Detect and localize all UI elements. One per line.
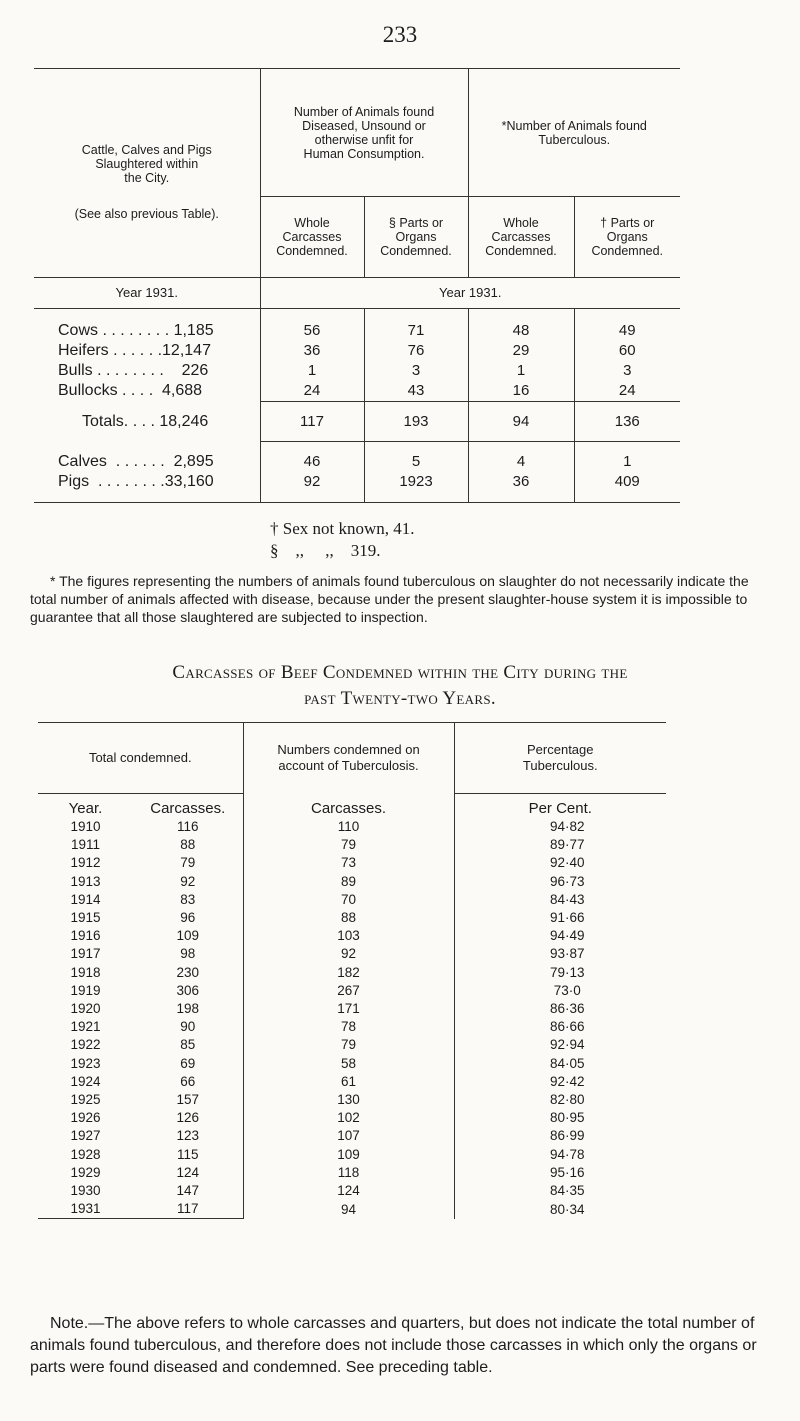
carcasses-cell: 157: [133, 1091, 243, 1109]
table-row: [38, 945, 666, 963]
year-cell: 1919: [70, 982, 101, 998]
tuberculosis-cell: 79: [243, 1036, 454, 1054]
table-row: [38, 1127, 666, 1145]
footnote-dagger: † Sex not known, 41.: [270, 519, 415, 538]
year-cell: 1924: [70, 1073, 101, 1089]
header-tuberculous-group: *Number of Animals found Tuberculous.: [468, 69, 680, 197]
tuberculosis-cell: 110: [243, 818, 454, 836]
table-row: [38, 836, 666, 854]
percentage-cell: 86·36: [549, 1001, 585, 1017]
tuberculosis-cell: 102: [243, 1109, 454, 1127]
carcasses-cell: 98: [133, 945, 243, 963]
carcasses-cell: 117: [133, 1200, 243, 1219]
tuberculosis-cell: 130: [243, 1091, 454, 1109]
carcasses-cell: 85: [133, 1036, 243, 1054]
header-year: Year.: [68, 800, 103, 817]
carcasses-cell: 306: [133, 982, 243, 1000]
carcasses-cell: 79: [133, 854, 243, 872]
percentage-cell: 94·78: [549, 1146, 585, 1162]
year-cell: 1916: [70, 928, 101, 944]
year-cell: 1911: [70, 837, 101, 853]
percentage-cell: 92·94: [549, 1037, 585, 1053]
table-row: [38, 1018, 666, 1036]
percentage-cell: 91·66: [549, 910, 585, 926]
carcasses-cell: 115: [133, 1146, 243, 1164]
tuberculosis-cell: 70: [243, 891, 454, 909]
percentage-cell: 94·82: [549, 819, 585, 834]
carcasses-cell: 124: [133, 1164, 243, 1182]
table-row: [38, 1055, 666, 1073]
table-row: [38, 873, 666, 891]
table-row: Calves . . . . . . 2,895 46 5 4 1: [34, 452, 680, 472]
percentage-cell: 73·0: [553, 982, 581, 998]
tuberculosis-cell: 182: [243, 964, 454, 982]
table-row: Heifers . . . . . .12,147 36 76 29 60: [34, 341, 680, 361]
percentage-cell: 92·42: [549, 1073, 585, 1089]
header-whole-carcasses-diseased: Whole Carcasses Condemned.: [260, 197, 364, 278]
slaughter-table: [34, 68, 680, 503]
carcasses-cell: 83: [133, 891, 243, 909]
year-cell: 1930: [70, 1183, 101, 1199]
section-title: Carcasses of Beef Condemned within the City during the past Twenty-two Years.: [172, 662, 628, 709]
header-total-condemned: Total condemned.: [38, 723, 243, 794]
page-number: 233: [382, 22, 418, 47]
tuberculosis-cell: 58: [243, 1055, 454, 1073]
footnote-star: * The figures representing the numbers of animals found tuberculous on slaughter do not necessarily indicate the total number of animals affected with disease, because under the present slaughter-house system it is impossible to guarantee that all those slaughtered are subjected to inspection.: [30, 573, 749, 625]
footnote-dagger-section: [270, 518, 415, 562]
tuberculosis-cell: 92: [243, 945, 454, 963]
table-row: Cows . . . . . . . . 1,185 56 71 48 49: [34, 321, 680, 341]
header-numbers-tuberculosis: Numbers condemned on account of Tuberculosis.: [243, 723, 454, 794]
year-cell: 1929: [70, 1164, 101, 1180]
carcasses-cell: 126: [133, 1109, 243, 1127]
year-cell: 1926: [70, 1110, 101, 1126]
header-carcasses-tb: Carcasses.: [243, 794, 454, 819]
year-label-span: Year 1931.: [260, 278, 680, 309]
percentage-cell: 95·16: [549, 1164, 585, 1180]
totals-row: Totals. . . . 18,246 117 193 94 136: [34, 402, 680, 442]
carcasses-cell: 92: [133, 873, 243, 891]
year-cell: 1913: [70, 873, 101, 889]
tuberculosis-cell: 78: [243, 1018, 454, 1036]
table-row: [38, 818, 666, 836]
table-row: [38, 982, 666, 1000]
carcasses-cell: 109: [133, 927, 243, 945]
table-row: [38, 909, 666, 927]
tuberculosis-cell: 103: [243, 927, 454, 945]
table-row: [38, 927, 666, 945]
percentage-cell: 84·35: [549, 1183, 585, 1199]
table-row: Bullocks . . . . 4,688 24 43 16 24: [34, 381, 680, 402]
tuberculosis-cell: 109: [243, 1146, 454, 1164]
tuberculosis-cell: 61: [243, 1073, 454, 1091]
carcasses-cell: 90: [133, 1018, 243, 1036]
year-cell: 1915: [70, 910, 101, 926]
table-row: [38, 1164, 666, 1182]
table-row: [38, 1091, 666, 1109]
carcasses-cell: 198: [133, 1000, 243, 1018]
percentage-cell: 94·49: [549, 928, 585, 944]
year-cell: 1917: [70, 946, 101, 962]
percentage-cell: 92·40: [549, 855, 585, 871]
year-cell: 1922: [70, 1037, 101, 1053]
header-diseased-group: Number of Animals found Diseased, Unsound or otherwise unfit for Human Consumption.: [260, 69, 468, 197]
table-row: [38, 964, 666, 982]
year-cell: 1931: [38, 1200, 133, 1219]
tuberculosis-cell: 267: [243, 982, 454, 1000]
header-parts-organs-diseased: § Parts or Organs Condemned.: [364, 197, 468, 278]
carcasses-cell: 116: [133, 818, 243, 836]
year-label-left: Year 1931.: [34, 278, 260, 309]
percentage-cell: 84·43: [549, 891, 585, 907]
condemned-carcasses-table: [38, 722, 666, 1219]
carcasses-cell: 147: [133, 1182, 243, 1200]
percentage-cell: 89·77: [549, 837, 585, 853]
year-cell: 1927: [70, 1128, 101, 1144]
percentage-cell: 86·99: [549, 1128, 585, 1144]
year-cell: 1918: [70, 964, 101, 980]
table-row: [38, 1109, 666, 1127]
year-cell: 1912: [70, 855, 101, 871]
percentage-cell: 84·05: [549, 1055, 585, 1071]
percentage-cell: 80·34: [549, 1201, 585, 1217]
year-cell: 1914: [70, 891, 101, 907]
table-row: [38, 1073, 666, 1091]
carcasses-cell: 230: [133, 964, 243, 982]
table-row: [38, 854, 666, 872]
table-row: Bulls . . . . . . . . 226 1 3 1 3: [34, 361, 680, 381]
table-row: [38, 1036, 666, 1054]
tuberculosis-cell: 107: [243, 1127, 454, 1145]
percentage-cell: 93·87: [549, 946, 585, 962]
table-row: [38, 891, 666, 909]
tuberculosis-cell: 171: [243, 1000, 454, 1018]
carcasses-cell: 69: [133, 1055, 243, 1073]
carcasses-cell: 96: [133, 909, 243, 927]
header-carcasses: Carcasses.: [133, 794, 243, 819]
tuberculosis-cell: 79: [243, 836, 454, 854]
header-per-cent: Per Cent.: [528, 800, 592, 817]
carcasses-cell: 66: [133, 1073, 243, 1091]
tuberculosis-cell: 124: [243, 1182, 454, 1200]
see-also-note: (See also previous Table).: [74, 207, 219, 221]
year-cell: 1920: [70, 1001, 101, 1017]
table-row: [38, 1200, 666, 1219]
year-cell: 1928: [70, 1146, 101, 1162]
table-row: [38, 1000, 666, 1018]
carcasses-cell: 123: [133, 1127, 243, 1145]
table-row: [38, 1146, 666, 1164]
tuberculosis-cell: 73: [243, 854, 454, 872]
tuberculosis-cell: 88: [243, 909, 454, 927]
header-whole-carcasses-tuberculous: Whole Carcasses Condemned.: [468, 197, 574, 278]
footnote-section: § ,, ,, 319.: [270, 541, 381, 560]
percentage-cell: 96·73: [549, 873, 585, 889]
year-cell: 1923: [70, 1055, 101, 1071]
tuberculosis-cell: 89: [243, 873, 454, 891]
year-cell: 1921: [70, 1019, 101, 1035]
table-row: [38, 1182, 666, 1200]
table-row: Pigs . . . . . . . .33,160 92 1923 36 409: [34, 472, 680, 503]
percentage-cell: 86·66: [549, 1019, 585, 1035]
percentage-cell: 82·80: [549, 1092, 585, 1108]
header-percentage-tuberculous: Percentage Tuberculous.: [454, 723, 666, 794]
year-cell: 1925: [70, 1092, 101, 1108]
percentage-cell: 79·13: [549, 964, 585, 980]
year-cell: 1910: [70, 819, 101, 834]
tuberculosis-cell: 94: [243, 1200, 454, 1219]
note-paragraph: Note.—The above refers to whole carcasses and quarters, but does not indicate the total number of animals found tuberculous, and therefore does not include those carcasses in which only the organs or parts were found diseased and condemned. See preceding table.: [30, 1315, 757, 1376]
tuberculosis-cell: 118: [243, 1164, 454, 1182]
percentage-cell: 80·95: [549, 1110, 585, 1126]
header-parts-organs-tuberculous: † Parts or Organs Condemned.: [591, 216, 664, 259]
carcasses-cell: 88: [133, 836, 243, 854]
header-category: Cattle, Calves and Pigs Slaughtered within the City. (See also previous Table).: [34, 69, 260, 278]
